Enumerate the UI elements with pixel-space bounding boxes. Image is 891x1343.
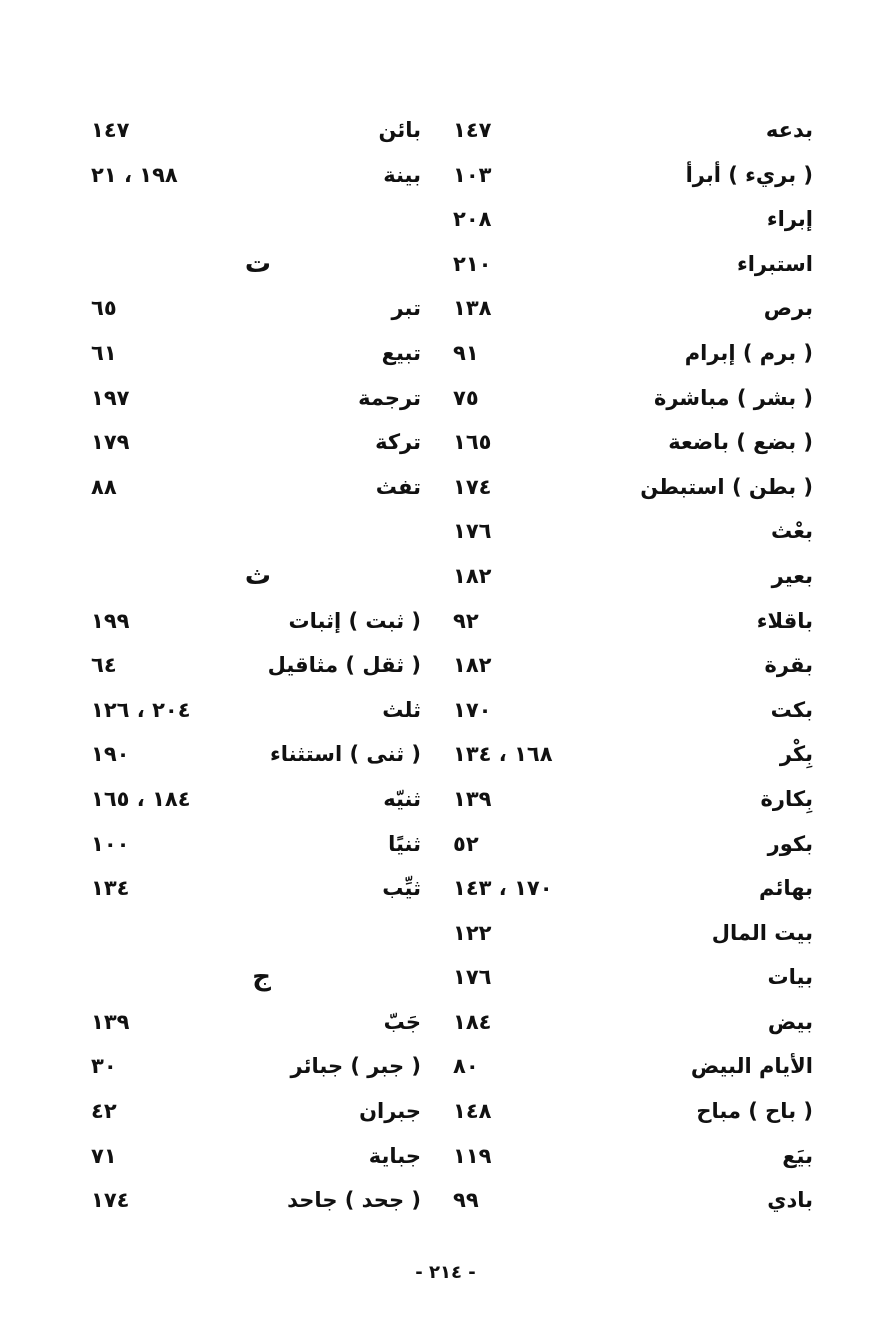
index-term: بِكارة bbox=[760, 786, 813, 811]
index-term: بكور bbox=[767, 831, 813, 856]
index-entry bbox=[453, 866, 813, 911]
section-letter: ت bbox=[244, 248, 271, 279]
index-term: ترجمة bbox=[358, 385, 421, 410]
index-entry bbox=[91, 777, 421, 822]
page-references: ٢٠٨ bbox=[453, 207, 492, 232]
index-term: ( ثقل ) مثاقيل bbox=[267, 653, 421, 678]
index-entry bbox=[91, 420, 421, 465]
index-entry bbox=[453, 242, 813, 287]
page-references: ١٧٦ bbox=[453, 519, 492, 544]
index-entry bbox=[453, 643, 813, 688]
index-entry bbox=[453, 688, 813, 733]
page-references: ٩٢ bbox=[453, 608, 479, 633]
index-entry bbox=[91, 153, 421, 198]
section-letter: ث bbox=[244, 560, 271, 591]
page-references: ١٣٩ bbox=[453, 786, 492, 811]
index-entry bbox=[453, 108, 813, 153]
index-entry bbox=[453, 197, 813, 242]
page-references: ٩١ bbox=[453, 340, 479, 365]
index-term: تبيع bbox=[381, 340, 421, 365]
page-references: ٦٤ bbox=[91, 653, 117, 678]
index-entry bbox=[453, 1178, 813, 1223]
index-term: جبران bbox=[359, 1099, 421, 1124]
index-term: الأيام البيض bbox=[690, 1054, 813, 1079]
index-entry bbox=[453, 911, 813, 956]
page-references: ١٩٧ bbox=[91, 385, 130, 410]
index-entry bbox=[91, 108, 421, 153]
page-references: ١٩٠ bbox=[91, 742, 130, 767]
page-references: ١١٩ bbox=[453, 1143, 492, 1168]
page-references: ١٠٠ bbox=[91, 831, 130, 856]
index-entry bbox=[453, 732, 813, 777]
page-references: ٢٠٤ ، ١٢٦ bbox=[91, 697, 191, 722]
page-references: ٣٠ bbox=[91, 1054, 117, 1079]
index-entry bbox=[453, 777, 813, 822]
index-entry bbox=[453, 420, 813, 465]
page-references: ١٣٨ bbox=[453, 296, 492, 321]
index-entry bbox=[91, 599, 421, 644]
section-letter: ج bbox=[252, 962, 271, 993]
section-heading bbox=[91, 242, 421, 287]
index-entry bbox=[453, 554, 813, 599]
index-term: جباية bbox=[368, 1143, 421, 1168]
page-references: ١٨٢ bbox=[453, 563, 492, 588]
index-term: ثنيّه bbox=[383, 786, 421, 811]
index-entry bbox=[453, 822, 813, 867]
section-heading bbox=[91, 955, 421, 1000]
page-references: ٩٩ bbox=[453, 1188, 479, 1213]
index-term: بِكْر bbox=[779, 742, 813, 767]
index-entry bbox=[91, 1178, 421, 1223]
index-term: بدعه bbox=[765, 118, 813, 142]
page-references: ١٣٩ bbox=[91, 1009, 130, 1034]
page-references: ٥٢ bbox=[453, 831, 479, 856]
index-entry bbox=[453, 376, 813, 421]
index-term: برص bbox=[763, 296, 813, 321]
index-term: بينة bbox=[383, 162, 421, 187]
index-term: بهائم bbox=[759, 876, 813, 901]
page-references: ١٧٠ bbox=[453, 697, 492, 722]
index-entry bbox=[91, 1089, 421, 1134]
index-term: ثنيًا bbox=[388, 831, 421, 856]
index-term: تركة bbox=[375, 430, 421, 455]
page-references: ٢١٠ bbox=[453, 251, 492, 276]
index-entry bbox=[453, 331, 813, 376]
page-references: ١٢٢ bbox=[453, 920, 492, 945]
index-term: ( بطن ) استبطن bbox=[640, 474, 813, 499]
index-term: جَبّ bbox=[383, 1009, 421, 1034]
index-entry bbox=[453, 153, 813, 198]
index-term: ( برم ) إبرام bbox=[684, 340, 813, 365]
section-heading bbox=[91, 554, 421, 599]
index-entry bbox=[453, 286, 813, 331]
index-entry bbox=[91, 732, 421, 777]
index-term: استبراء bbox=[737, 251, 813, 276]
index-column-left bbox=[91, 108, 421, 1223]
index-entry bbox=[453, 465, 813, 510]
index-entry bbox=[453, 1000, 813, 1045]
index-term: ( ثنى ) استثناء bbox=[269, 742, 421, 767]
index-entry bbox=[91, 1000, 421, 1045]
page-references: ١٨٤ ، ١٦٥ bbox=[91, 786, 191, 811]
index-entry bbox=[91, 331, 421, 376]
blank-row bbox=[91, 911, 421, 956]
index-term: بادي bbox=[767, 1188, 813, 1213]
index-entry bbox=[453, 1089, 813, 1134]
index-entry bbox=[91, 286, 421, 331]
index-term: ( جحد ) جاحد bbox=[287, 1188, 421, 1213]
index-entry bbox=[453, 1134, 813, 1179]
index-term: بقرة bbox=[764, 653, 813, 678]
index-entry bbox=[91, 376, 421, 421]
index-term: ( بريء ) أبرأ bbox=[685, 162, 813, 187]
page-references: ٨٠ bbox=[453, 1054, 479, 1079]
index-term: بعْث bbox=[771, 519, 813, 544]
index-term: باقلاء bbox=[756, 608, 813, 633]
page-references: ١٤٧ bbox=[453, 118, 492, 142]
index-term: ( ثبت ) إثبات bbox=[288, 608, 421, 633]
page-references: ١٦٥ bbox=[453, 430, 492, 455]
page-references: ٤٢ bbox=[91, 1099, 117, 1124]
blank-row bbox=[91, 197, 421, 242]
page-references: ١٧٠ ، ١٤٣ bbox=[453, 876, 553, 901]
page-references: ٨٨ bbox=[91, 474, 117, 499]
index-term: ( بشر ) مباشرة bbox=[653, 385, 813, 410]
index-term: بعير bbox=[771, 563, 813, 588]
page-references: ١٧٩ bbox=[91, 430, 130, 455]
index-term: بكت bbox=[770, 697, 813, 722]
page-references: ١٣٤ bbox=[91, 876, 130, 901]
index-term: بائن bbox=[378, 118, 421, 142]
index-entry bbox=[91, 866, 421, 911]
index-entry bbox=[453, 1044, 813, 1089]
index-term: إبراء bbox=[766, 207, 813, 232]
index-term: ( بضع ) باضعة bbox=[668, 430, 813, 455]
index-entry bbox=[91, 688, 421, 733]
page-references: ٧٥ bbox=[453, 385, 479, 410]
index-term: ثلث bbox=[382, 697, 421, 722]
index-entry bbox=[453, 509, 813, 554]
index-term: ثيِّب bbox=[382, 876, 421, 901]
index-entry bbox=[91, 1134, 421, 1179]
index-term: بيت المال bbox=[711, 920, 813, 945]
page-references: ١٧٤ bbox=[453, 474, 492, 499]
page-references: ١٤٨ bbox=[453, 1099, 492, 1124]
page-references: ١٨٢ bbox=[453, 653, 492, 678]
page-references: ١٠٣ bbox=[453, 162, 492, 187]
index-term: بيات bbox=[767, 965, 813, 990]
page-references: ١٨٤ bbox=[453, 1009, 492, 1034]
page-references: ١٧٤ bbox=[91, 1188, 130, 1213]
blank-row bbox=[91, 509, 421, 554]
index-term: تبر bbox=[391, 296, 421, 321]
page-references: ١٩٨ ، ٢١ bbox=[91, 162, 178, 187]
page-references: ١٤٧ bbox=[91, 118, 130, 142]
index-term: ( باح ) مباح bbox=[696, 1099, 813, 1124]
index-column-right bbox=[453, 108, 813, 1223]
page-references: ١٧٦ bbox=[453, 965, 492, 990]
index-entry bbox=[91, 643, 421, 688]
index-entry bbox=[91, 822, 421, 867]
page-references: ٧١ bbox=[91, 1143, 117, 1168]
index-entry bbox=[453, 955, 813, 1000]
page-references: ١٦٨ ، ١٣٤ bbox=[453, 742, 553, 767]
page-references: ٦٥ bbox=[91, 296, 117, 321]
index-entry bbox=[453, 599, 813, 644]
index-term: بيَع bbox=[782, 1143, 813, 1168]
index-term: بيض bbox=[767, 1009, 813, 1034]
page-references: ٦١ bbox=[91, 340, 117, 365]
index-term: ( جبر ) جبائر bbox=[290, 1054, 421, 1079]
index-entry bbox=[91, 465, 421, 510]
page-references: ١٩٩ bbox=[91, 608, 130, 633]
index-entry bbox=[91, 1044, 421, 1089]
index-term: تفث bbox=[375, 474, 421, 499]
page-number: - ٢١٤ - bbox=[415, 1262, 476, 1283]
